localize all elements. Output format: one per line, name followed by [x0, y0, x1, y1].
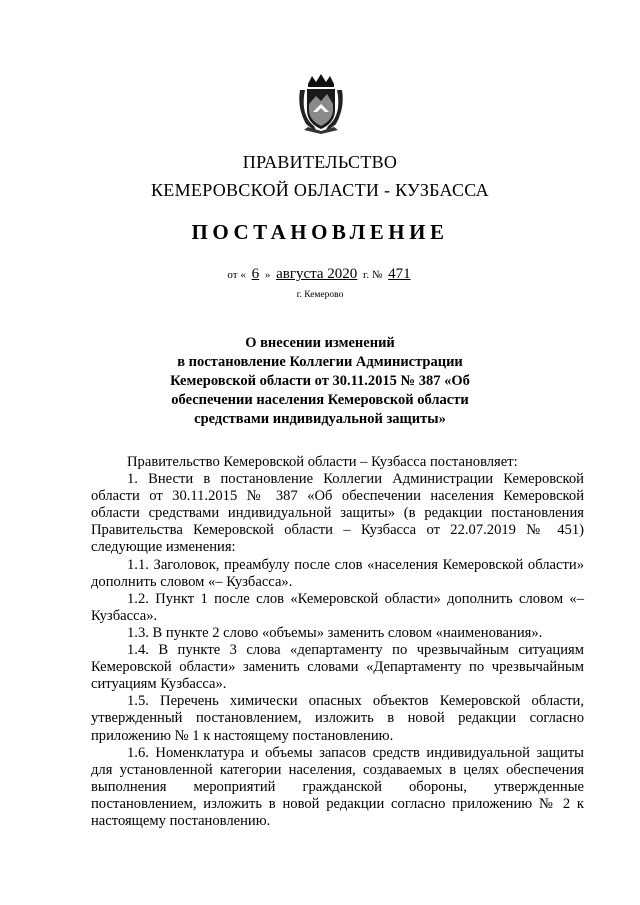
- government-title: ПРАВИТЕЛЬСТВО: [242, 152, 398, 172]
- paragraph-1: 1. Внести в постановление Коллегии Администрации Кемеровской области от 30.11.2015 № 387 «Об обеспечении населения Кемеровской области средствами индивидуальной защиты» (в редакции постановления Правительства Кемеровской области – Кузбасса от 22.07.2019 № 451) следующие изменения:: [91, 471, 584, 556]
- paragraph-1-4: 1.4. В пункте 3 слова «департаменту по чрезвычайным ситуациям Кемеровской области» заменить словами «Департаменту по чрезвычайным ситуациям Кузбасса».: [91, 642, 584, 693]
- date-number-line: [0, 266, 640, 283]
- paragraph-1-5: 1.5. Перечень химически опасных объектов Кемеровской области, утвержденный постановлением, изложить в новой редакции согласно приложению № 1 к настоящему постановлению.: [91, 693, 584, 744]
- document-number: 471: [388, 266, 411, 282]
- date-day: 6: [251, 266, 260, 282]
- date-month-year: августа 2020: [276, 266, 358, 282]
- paragraph-1-2: 1.2. Пункт 1 после слов «Кемеровской области» дополнить словом «– Кузбасса».: [91, 590, 584, 624]
- document-type: ПОСТАНОВЛЕНИЕ: [191, 220, 449, 244]
- number-label: г. №: [363, 269, 383, 281]
- paragraph-1-1: 1.1. Заголовок, преамбулу после слов «населения Кемеровской области» дополнить словом «– Кузбасса».: [91, 556, 584, 590]
- subject-line: Кемеровской области от 30.11.2015 № 387 «Об: [170, 373, 470, 389]
- city-label: г. Кемерово: [296, 290, 344, 300]
- date-separator: »: [264, 269, 271, 281]
- paragraph-1-3: 1.3. В пункте 2 слово «объемы» заменить словом «наименования».: [127, 624, 543, 641]
- subject-line: обеспечении населения Кемеровской области: [171, 392, 469, 408]
- subject-line: О внесении изменений: [245, 335, 395, 351]
- region-title: КЕМЕРОВСКОЙ ОБЛАСТИ - КУЗБАССА: [151, 180, 489, 200]
- paragraph-1-6: 1.6. Номенклатура и объемы запасов средств индивидуальной защиты для установленной категории населения, создаваемых в целях обеспечения выполнения мероприятий гражданской обороны, утвержденные постановлением, изложить в новой редакции согласно приложению № 2 к настоящему постановлению.: [91, 744, 584, 829]
- subject-line: в постановление Коллегии Администрации: [177, 354, 463, 370]
- document-subject: [120, 334, 520, 429]
- subject-line: средствами индивидуальной защиты»: [194, 411, 446, 427]
- intro-paragraph: Правительство Кемеровской области – Кузбасса постановляет:: [127, 454, 518, 470]
- coat-of-arms-emblem: [296, 74, 346, 134]
- date-prefix: от «: [227, 269, 246, 281]
- document-body: [91, 454, 584, 830]
